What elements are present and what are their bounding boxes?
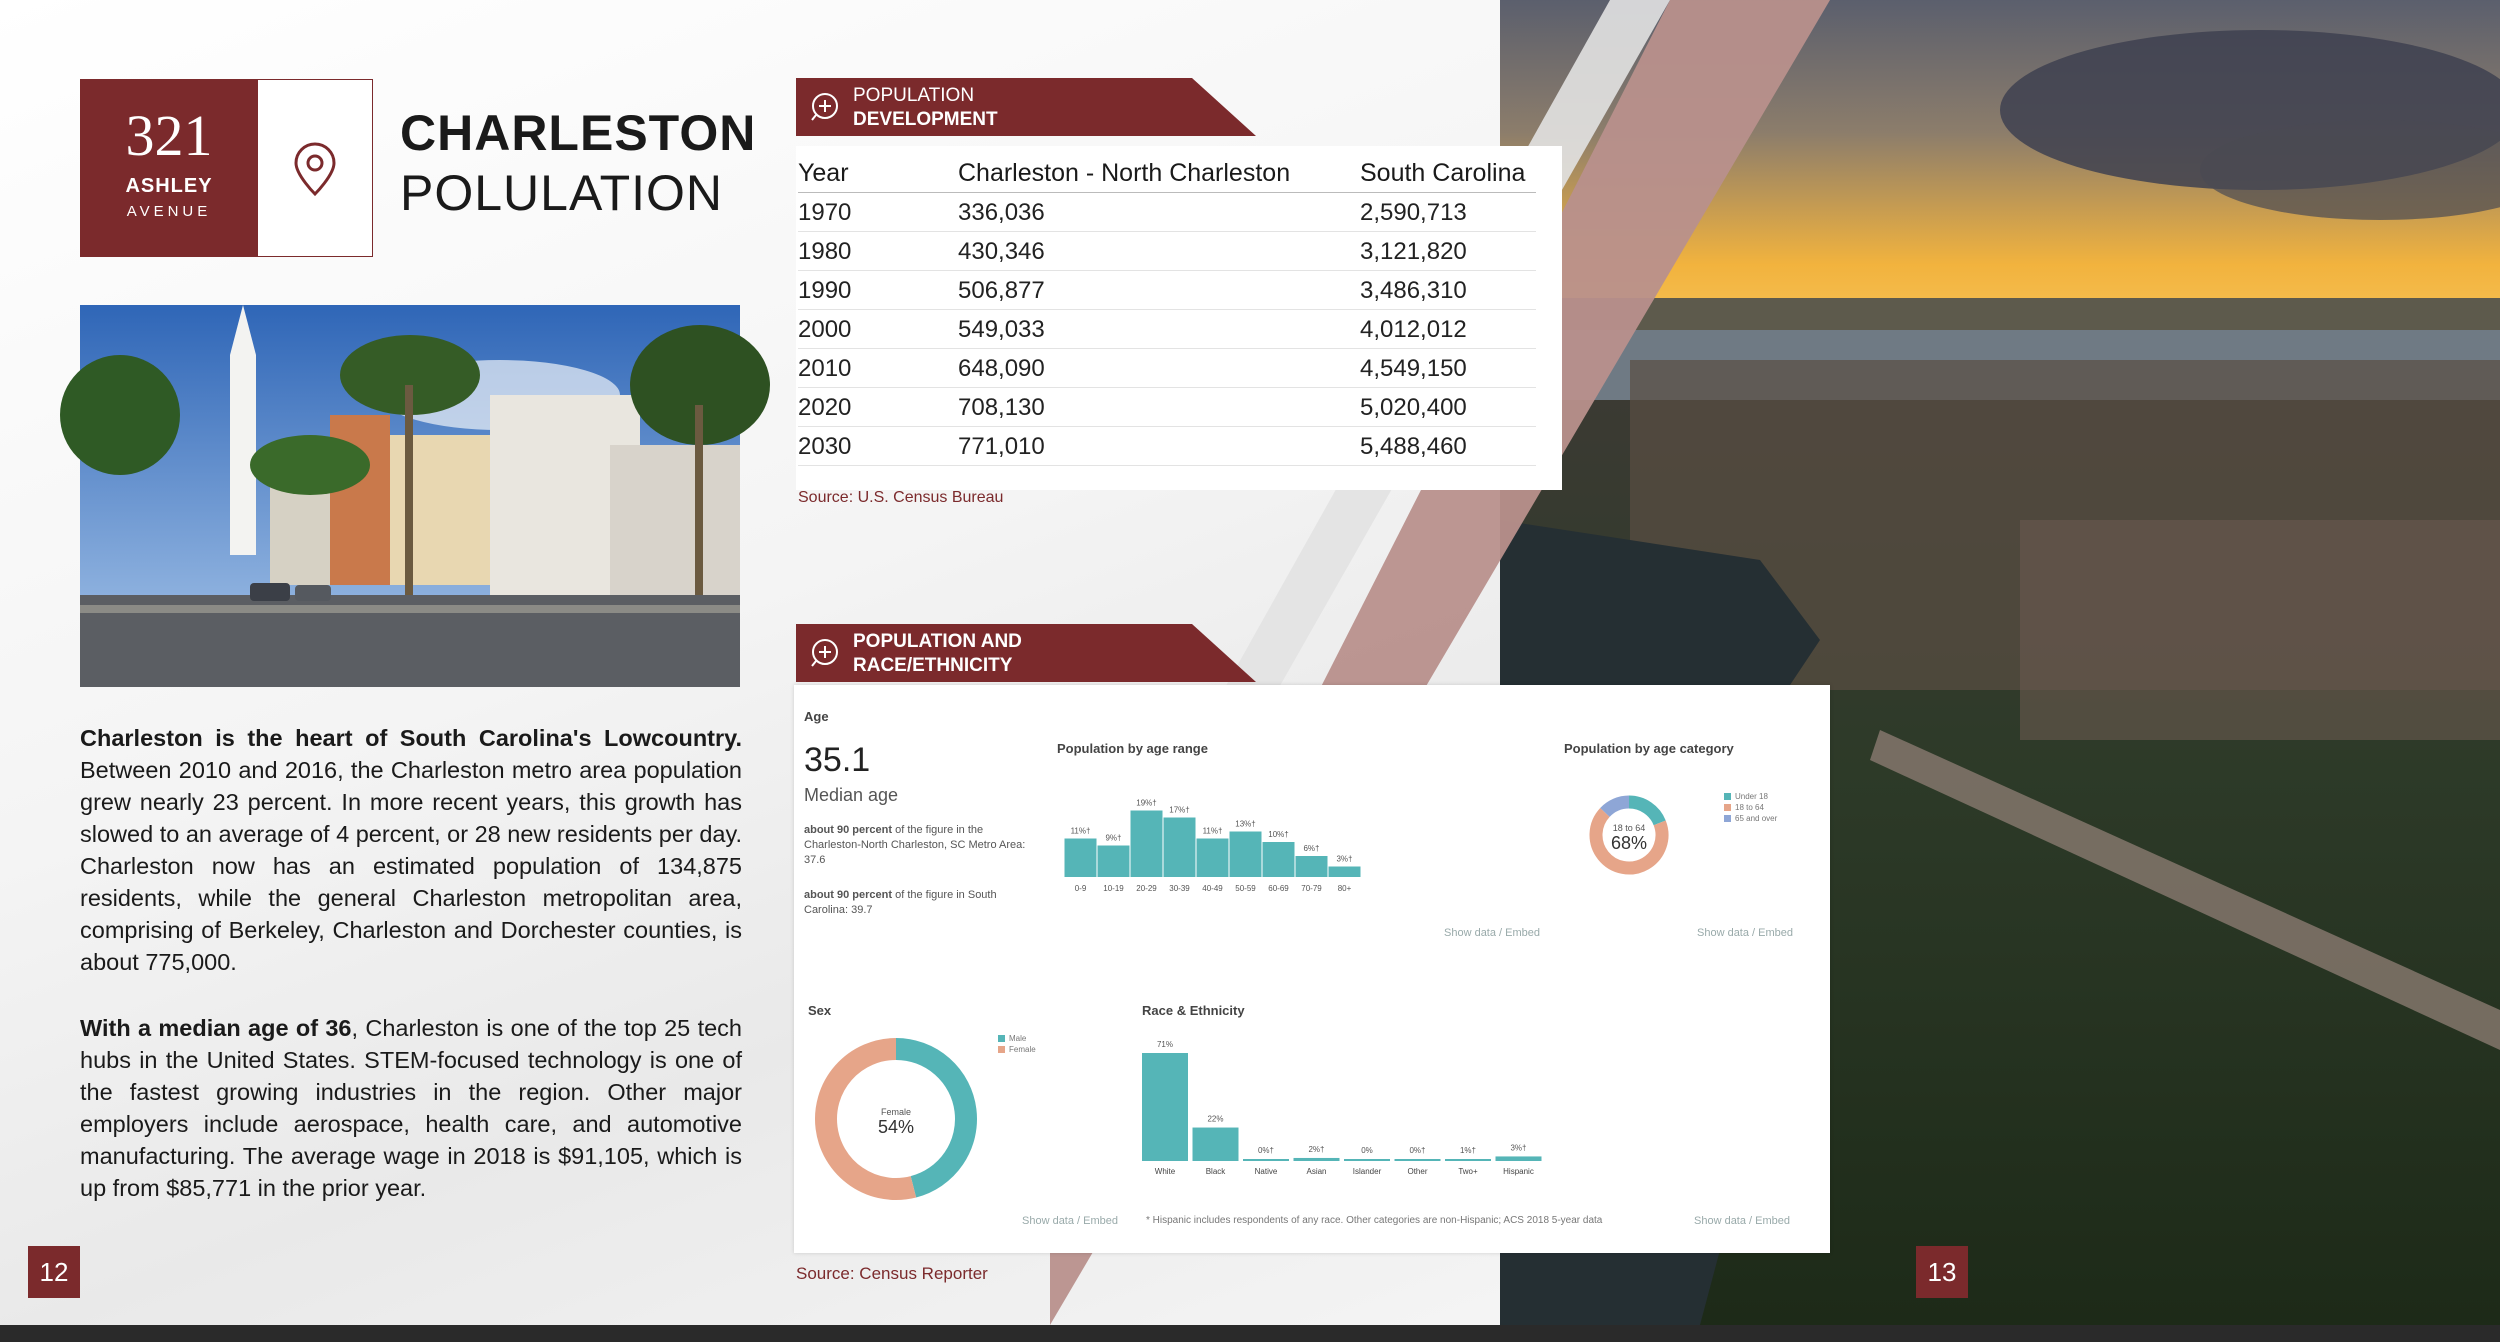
banner-line2: DEVELOPMENT [853,109,998,130]
race-bar [1142,1053,1188,1161]
race-bar [1445,1159,1491,1161]
table-cell: 3,121,820 [1360,232,1536,271]
median-age-value: 35.1 [804,741,871,779]
brand-logo [80,79,258,257]
age-bar [1098,846,1130,878]
brand-number: 321 [125,103,213,168]
table-row [798,349,1536,388]
age-category-label: 60-69 [1268,884,1289,893]
age-category-label: 10-19 [1103,884,1124,893]
brand-line2: AVENUE [126,203,212,220]
table-cell: 2000 [798,310,958,349]
column-header: Year [798,154,958,193]
note-bold: about 90 percent [804,824,893,836]
table-cell: 336,036 [958,193,1360,232]
table-cell: 2010 [798,349,958,388]
race-category-label: Other [1407,1167,1428,1176]
race-bar [1344,1159,1390,1161]
race-bar [1193,1128,1239,1161]
age-range-bar-chart [1056,765,1376,905]
economy-text: , Charleston is one of the top 25 tech hubs in the United States. STEM-focused technology is one of the fastest growing industries in the region. Other major employers include aerospace, health care, and automotive manufacturing. The average wage in 2018 is $91,105, which is up from $85,771 in the prior year. [80,1015,742,1201]
race-footnote: * Hispanic includes respondents of any race. Other categories are non-Hispanic; ACS 2018 5-year data [1146,1215,1603,1226]
table-header-row [798,154,1536,193]
note-text: of the figure in South Carolina: 39.7 [804,889,997,916]
race-bar-label: 0%† [1257,1146,1275,1155]
table-cell: 5,020,400 [1360,388,1536,427]
zoom-in-icon [810,91,842,123]
age-bar-label: 17%† [1169,805,1190,815]
age-category-label: 70-79 [1301,884,1322,893]
age-bar-label: 10%† [1268,830,1289,839]
bottom-bar [0,1325,2500,1342]
median-note-state [804,888,1034,918]
banner-line1: POPULATION [853,85,975,106]
table-cell: 2,590,713 [1360,193,1536,232]
race-bar-label: 0% [1361,1146,1373,1155]
page-title-bold: CHARLESTON [400,105,757,161]
age-category-label: 30-39 [1169,884,1190,893]
race-bar [1294,1158,1340,1161]
table-cell: 648,090 [958,349,1360,388]
table-row [798,271,1536,310]
age-category-label: 50-59 [1235,884,1256,893]
table-row [798,232,1536,271]
race-bar-label: 22% [1207,1114,1224,1124]
intro-text: Between 2010 and 2016, the Charleston metro area population grew nearly 23 percent. In more recent years, this growth has slowed to an average of 4 percent, or 28 new residents per day. Charleston now has an estimated population of 134,875 residents, while the general Charleston metropolitan area, comprising of Berkeley, Charleston and Dorchester counties, is about 775,000. [80,757,742,975]
age-section-label: Age [804,709,829,724]
age-bar [1263,842,1295,877]
race-category-label: Two+ [1458,1167,1478,1176]
banner-line2: RACE/ETHNICITY [853,655,1013,676]
age-bar [1164,818,1196,878]
race-category-label: White [1154,1167,1176,1176]
age-bar [1296,856,1328,877]
race-bar-label: 0%† [1409,1146,1426,1155]
age-bar-label: 9%† [1105,833,1122,843]
age-bar-label: 11%† [1070,826,1091,836]
race-ethnicity-bar-chart [1142,1025,1822,1205]
race-bar-label: 71% [1156,1040,1174,1049]
table-cell: 2030 [798,427,958,466]
legend-swatch [1724,793,1731,800]
race-ethnicity-banner [796,624,1256,682]
race-category-label: Islander [1352,1167,1382,1176]
age-bar-label: 13%† [1235,819,1256,829]
banner-line1: POPULATION AND [853,631,1022,652]
population-development-banner [796,78,1256,136]
table-cell: 430,346 [958,232,1360,271]
table-cell: 3,486,310 [1360,271,1536,310]
column-header: Charleston - North Charleston [958,154,1360,193]
race-category-label: Black [1205,1167,1226,1176]
race-bar [1496,1156,1542,1161]
show-data-link[interactable]: Show data / Embed [1694,1215,1791,1227]
age-bar [1197,839,1229,878]
legend-label: 18 to 64 [1735,803,1764,812]
age-range-chart-title: Population by age range [1057,741,1208,756]
table-source: Source: U.S. Census Bureau [798,489,1004,506]
table-row [798,388,1536,427]
table-cell: 2020 [798,388,958,427]
legend-label: 65 and over [1735,814,1778,823]
race-category-label: Asian [1306,1167,1327,1176]
zoom-in-icon [810,637,842,669]
sex-chart-title: Sex [808,1003,832,1018]
legend-swatch [1724,804,1731,811]
race-bar-label: 1%† [1459,1146,1477,1155]
map-pin-icon [291,143,339,197]
race-bar [1395,1159,1441,1161]
show-data-link[interactable]: Show data / Embed [1697,927,1794,939]
age-bar [1230,832,1262,878]
intro-lead: Charleston is the heart of South Carolina's Lowcountry. [80,725,742,751]
age-category-label: 80+ [1337,884,1352,893]
age-category-label: 40-49 [1202,884,1223,893]
table-cell: 4,549,150 [1360,349,1536,388]
economy-paragraph [80,1012,742,1204]
page-number-right: 13 [1916,1246,1968,1298]
race-bar [1243,1159,1289,1161]
donut-center-value: 68% [1610,833,1648,853]
donut-center-value: 54% [877,1117,915,1137]
page-title-light: POLULATION [400,165,724,221]
race-bar-label: 2%† [1308,1144,1325,1154]
age-bar [1131,811,1163,878]
table-row [798,427,1536,466]
age-bar [1329,867,1361,878]
table-cell: 5,488,460 [1360,427,1536,466]
street-photo [80,305,740,687]
table-cell: 1970 [798,193,958,232]
race-bar-label: 3%† [1510,1143,1527,1153]
table-cell: 4,012,012 [1360,310,1536,349]
donut-center-label: Female [880,1107,912,1117]
census-source: Source: Census Reporter [796,1264,988,1283]
donut-center-label: 18 to 64 [1612,823,1646,833]
age-category-label: 0-9 [1074,884,1087,893]
table-cell: 549,033 [958,310,1360,349]
age-category-donut-chart [1574,765,1834,905]
median-age-label: Median age [804,785,899,805]
legend-swatch [998,1046,1005,1053]
legend-label: Female [1009,1045,1036,1054]
column-header: South Carolina [1360,154,1536,193]
table-cell: 1980 [798,232,958,271]
age-category-label: 20-29 [1136,884,1157,893]
show-data-link[interactable]: Show data / Embed [1444,927,1541,939]
table-cell: 1990 [798,271,958,310]
population-table [796,146,1562,490]
legend-label: Under 18 [1735,792,1768,801]
sex-donut-chart [808,1023,1036,1213]
age-bar-label: 11%† [1202,826,1223,836]
note-bold: about 90 percent [804,889,893,901]
age-category-chart-title: Population by age category [1564,741,1734,756]
legend-swatch [998,1035,1005,1042]
table-cell: 506,877 [958,271,1360,310]
age-bar-label: 19%† [1136,798,1157,808]
table-row [798,310,1536,349]
intro-paragraph [80,722,742,978]
census-reporter-panel [794,685,1830,1253]
age-bar-label: 6%† [1303,844,1320,853]
note-text: of the figure in the Charleston-North Charleston, SC Metro Area: 37.6 [804,824,1026,866]
race-category-label: Native [1254,1167,1278,1176]
age-bar [1065,839,1097,878]
location-icon-box [258,79,373,257]
donut-slice [1629,802,1660,823]
donut-slice [1605,802,1629,812]
race-category-label: Hispanic [1503,1167,1534,1176]
age-bar-label: 3%† [1336,854,1353,864]
median-note-metro [804,823,1034,868]
show-data-link[interactable]: Show data / Embed [1022,1215,1119,1227]
table-row [798,193,1536,232]
race-chart-title: Race & Ethnicity [1142,1003,1245,1018]
table-cell: 708,130 [958,388,1360,427]
economy-lead: With a median age of 36 [80,1015,352,1041]
brand-line1: ASHLEY [125,175,213,197]
legend-swatch [1724,815,1731,822]
legend-label: Male [1009,1034,1027,1043]
page-number-left: 12 [28,1246,80,1298]
table-cell: 771,010 [958,427,1360,466]
